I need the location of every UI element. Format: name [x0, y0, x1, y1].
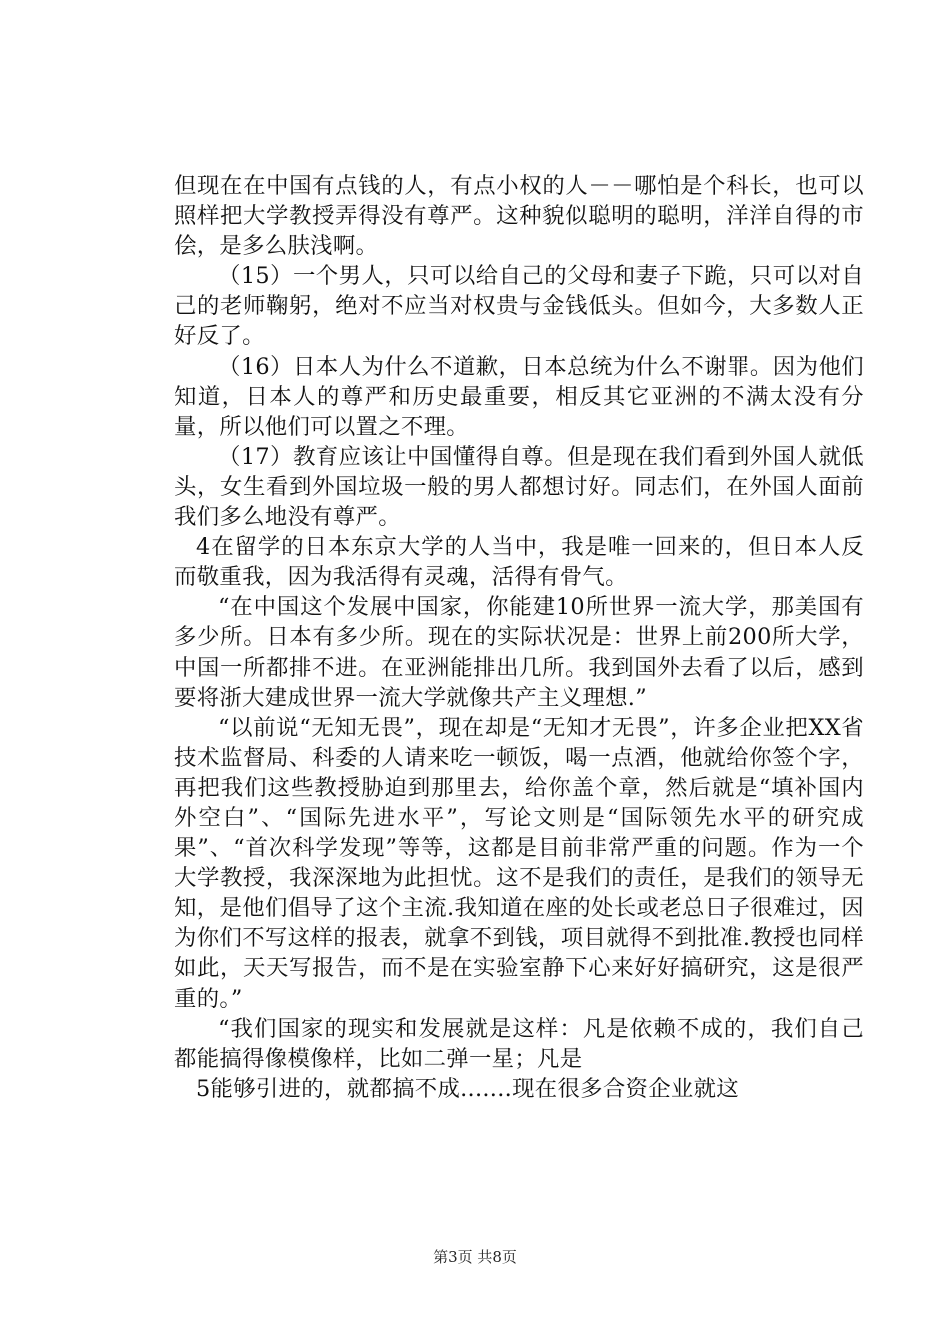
paragraph-7: “以前说“无知无畏”，现在却是“无知才无畏”，许多企业把XX省技术监督局、科委的人请来吃一顿饭，喝一点酒，他就给你签个字，再把我们这些教授胁迫到那里去，给你盖个章，然后就是“填补国内外空白”、“国际先进水平”，写论文则是“国际领先水平的研究成果”、“首次科学发现”等等，这都是目前非常严重的问题。作为一个大学教授，我深深地为此担忧。这不是我们的责任，是我们的领导无知，是他们倡导了这个主流.我知道在座的处长或老总日子很难过，因为你们不写这样的报表，就拿不到钱，项目就得不到批准.教授也同样如此，天天写报告，而不是在实验室静下心来好好搞研究，这是很严重的。” — [174, 714, 864, 1012]
body-text — [174, 171, 864, 1104]
paragraph-9: 5能够引进的，就都搞不成.......现在很多合资企业就这 — [196, 1075, 739, 1102]
paragraph-2: （15）一个男人，只可以给自己的父母和妻子下跪，只可以对自己的老师鞠躬，绝对不应当对权贵与金钱低头。但如今，大多数人正好反了。 — [174, 263, 864, 350]
paragraph-5: 4在留学的日本东京大学的人当中，我是唯一回来的，但日本人反而敬重我，因为我活得有灵魂，活得有骨气。 — [174, 534, 864, 591]
paragraph-6: “在中国这个发展中国家，你能建10所世界一流大学，那美国有多少所。日本有多少所。现在的实际状况是：世界上前200所大学，中国一所都排不进。在亚洲能排出几所。我到国外去看了以后，感到要将浙大建成世界一流大学就像共产主义理想.” — [174, 594, 864, 711]
page-footer: 第3页 共8页 — [433, 1248, 517, 1266]
paragraph-1: 但现在在中国有点钱的人，有点小权的人－－哪怕是个科长，也可以照样把大学教授弄得没有尊严。这种貌似聪明的聪明，洋洋自得的市侩，是多么肤浅啊。 — [174, 173, 864, 260]
paragraph-4: （17）教育应该让中国懂得自尊。但是现在我们看到外国人就低头，女生看到外国垃圾一般的男人都想讨好。同志们，在外国人面前我们多么地没有尊严。 — [174, 443, 864, 531]
paragraph-8: “我们国家的现实和发展就是这样：凡是依赖不成的，我们自己都能搞得像模像样，比如二弹一星；凡是 — [174, 1015, 864, 1072]
paragraph-3: （16）日本人为什么不道歉，日本总统为什么不谢罪。因为他们知道，日本人的尊严和历史最重要，相反其它亚洲的不满太没有分量，所以他们可以置之不理。 — [174, 353, 864, 440]
